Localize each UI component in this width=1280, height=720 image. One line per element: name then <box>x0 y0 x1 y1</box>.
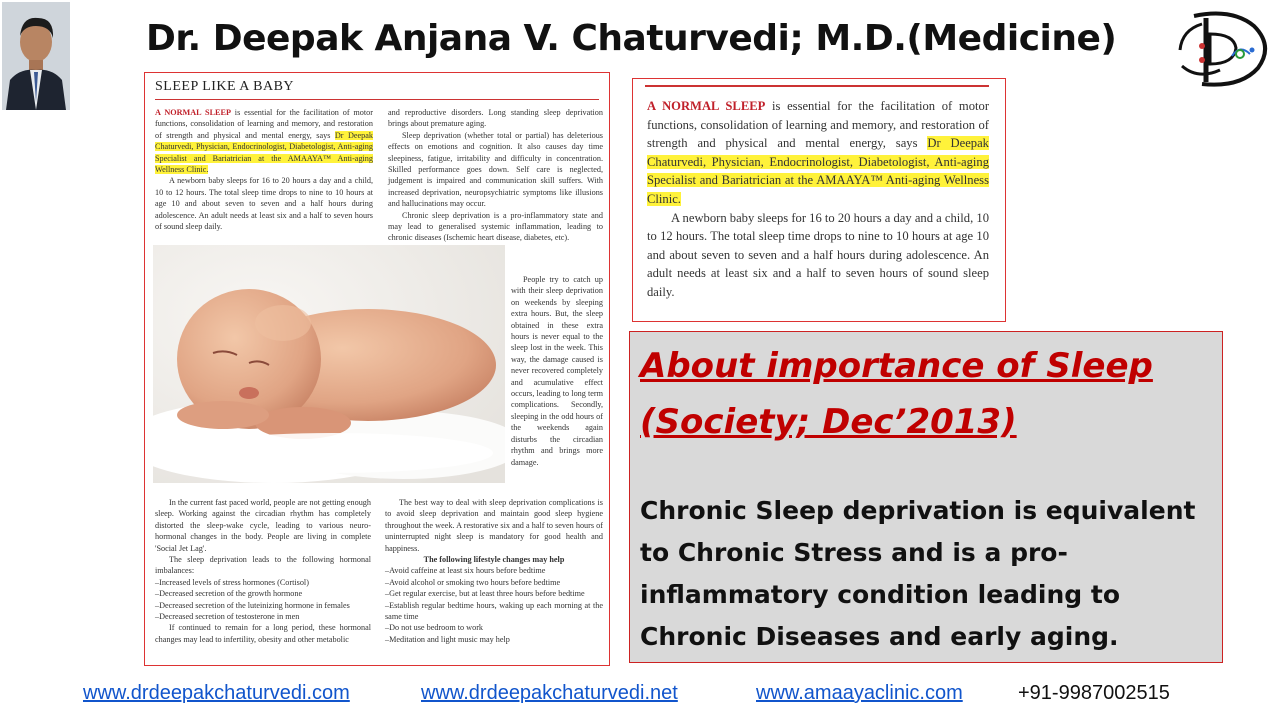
zoomed-clipping-body <box>647 97 989 302</box>
imbalance-item: –Decreased secretion of testosterone in men <box>155 612 300 622</box>
zoomed-clipping-rule <box>645 85 989 87</box>
lifestyle-heading: The following lifestyle changes may help <box>423 555 565 565</box>
page-title: Dr. Deepak Anjana V. Chaturvedi; M.D.(Medicine) <box>146 18 1117 59</box>
zoomed-highlight: Dr Deepak Chaturvedi, Physician, Endocrinologist, Diabetologist, Anti-aging Specialist and Bariatrician at the AMAAYA™ Anti-aging Wellness Clinic. <box>647 136 989 206</box>
clinic-website-link[interactable]: www.amaayaclinic.com <box>756 682 963 704</box>
lifestyle-item: –Establish regular bedtime hours, waking up each morning at the same time <box>385 600 603 622</box>
zoomed-lead-text: is essential for the facilitation of motor functions, consolidation of learning and memory, and restoration of strength and physical and mental energy, says <box>647 99 990 151</box>
article-lead-paragraph <box>155 107 373 175</box>
article-column-2 <box>388 107 603 244</box>
article-heading: SLEEP LIKE A BABY <box>155 79 295 94</box>
lifestyle-item: –Avoid alcohol or smoking two hours before bedtime <box>385 577 561 587</box>
summary-text: Chronic Sleep deprivation is equivalent to Chronic Stress and is a pro-inflammatory condition leading to Chronic Diseases and early aging. <box>640 496 1196 651</box>
sleeping-baby-photo <box>153 245 505 483</box>
lifestyle-item: –Do not use bedroom to work <box>385 623 484 633</box>
article-heading-rule <box>155 99 599 100</box>
article-lead-text: is essential for the facilitation of motor functions, consolidation of learning and memory, and restoration of strength and physical and mental energy, says <box>155 108 373 140</box>
zoomed-lead-label: A NORMAL SLEEP <box>647 99 766 113</box>
zoomed-paragraph-2: A newborn baby sleeps for 16 to 20 hours a day and a child, 10 to 12 hours. The total sleep time drops to nine to 10 hours at age 10 and about seven to seven and a half hours during adolescence. An adult needs at least six and a half to seven hours of sound sleep daily. <box>647 210 989 299</box>
doctor-portrait-image <box>2 2 70 110</box>
article-column-2-narrow <box>511 274 603 468</box>
imbalance-item: –Decreased secretion of the luteinizing hormone in females <box>155 600 350 610</box>
dd-logo-icon <box>1172 4 1278 90</box>
article-col2-p1: and reproductive disorders. Long standing sleep deprivation brings about premature aging. <box>388 108 603 129</box>
website-link-net[interactable]: www.drdeepakchaturvedi.net <box>421 682 678 704</box>
imbalance-item: –Decreased secretion of the growth hormone <box>155 589 303 599</box>
article-col3-p3: If continued to remain for a long period, these hormonal changes may lead to infertility, obesity and other metabolic <box>155 623 371 644</box>
website-link-com[interactable]: www.drdeepakchaturvedi.com <box>83 682 350 704</box>
article-highlight: Dr Deepak Chaturvedi, Physician, Endocrinologist, Diabetologist, Anti-aging Specialist and Bariatrician at the AMAAYA™ Anti-aging Wellness Clinic. <box>155 130 373 175</box>
footer <box>0 680 1280 710</box>
article-col2-p3: Chronic sleep deprivation is a pro-inflammatory state and may lead to generalised systemic inflammation, leading to chronic diseases (Ischemic heart disease, diabetes, etc). <box>388 210 603 243</box>
lifestyle-item: –Get regular exercise, but at least three hours before bedtime <box>385 589 585 599</box>
newspaper-clipping <box>144 72 610 666</box>
article-column-4 <box>385 497 603 645</box>
summary-heading: About importance of Sleep (Society; Dec’2013) <box>640 346 1153 442</box>
imbalance-item: –Increased levels of stress hormones (Cortisol) <box>155 577 309 587</box>
summary-box <box>629 331 1223 663</box>
lifestyle-item: –Avoid caffeine at least six hours before bedtime <box>385 566 546 576</box>
article-col2-p2: Sleep deprivation (whether total or partial) has deleterious effects on emotions and cognition. It also causes day time sleepiness, fatigue, irritability and difficulty in concentration. Skilled performance goes down. Self care is neglected, judgement is impaired and communication skill suffers. With increased deprivation, neuropsychiatric symptoms like illusions and hallucinations may occur. <box>388 130 603 209</box>
zoomed-lead-paragraph <box>647 97 989 209</box>
article-col3-p1: In the current fast paced world, people are not getting enough sleep. Working against the circadian rhythm has completely distorted the sleep-wake cycle, leading to various neuro-hormonal changes in the body. People are living in complete 'Social Jet Lag'. <box>155 498 371 553</box>
article-lead-label: A NORMAL SLEEP <box>155 108 231 117</box>
zoomed-clipping <box>632 78 1006 322</box>
phone-number: +91-9987002515 <box>1018 682 1170 704</box>
lifestyle-item: –Meditation and light music may help <box>385 634 510 644</box>
article-col3-p2: The sleep deprivation leads to the following hormonal imbalances: <box>155 555 371 576</box>
article-col4-p1: The best way to deal with sleep deprivation complications is to avoid sleep deprivation and maintain good sleep hygiene throughout the week. A restorative six and a half to seven hours of uninterrupted night sleep is mandatory for good health and happiness. <box>385 498 603 553</box>
article-column-1 <box>155 107 373 232</box>
article-column-3 <box>155 497 371 645</box>
article-paragraph-2: A newborn baby sleeps for 16 to 20 hours a day and a child, 10 to 12 hours. The total sleep time drops to nine to 10 hours at age 10 and about seven to seven and a half hours during adolescence. An adult needs at least six and a half to seven hours of sound sleep daily. <box>155 176 373 232</box>
article-col2-p4: People try to catch up with their sleep deprivation on weekends by sleeping extra hours. But, the sleep obtained in these extra hours is never equal to the sleep lost in the week. This way, the damage caused is never recovered completely and acumulative effect occurs, leading to long term complications. Secondly, sleeping in the odd hours of the weekends again disturbs the circadian rhythm and brings more damage. <box>511 275 603 467</box>
